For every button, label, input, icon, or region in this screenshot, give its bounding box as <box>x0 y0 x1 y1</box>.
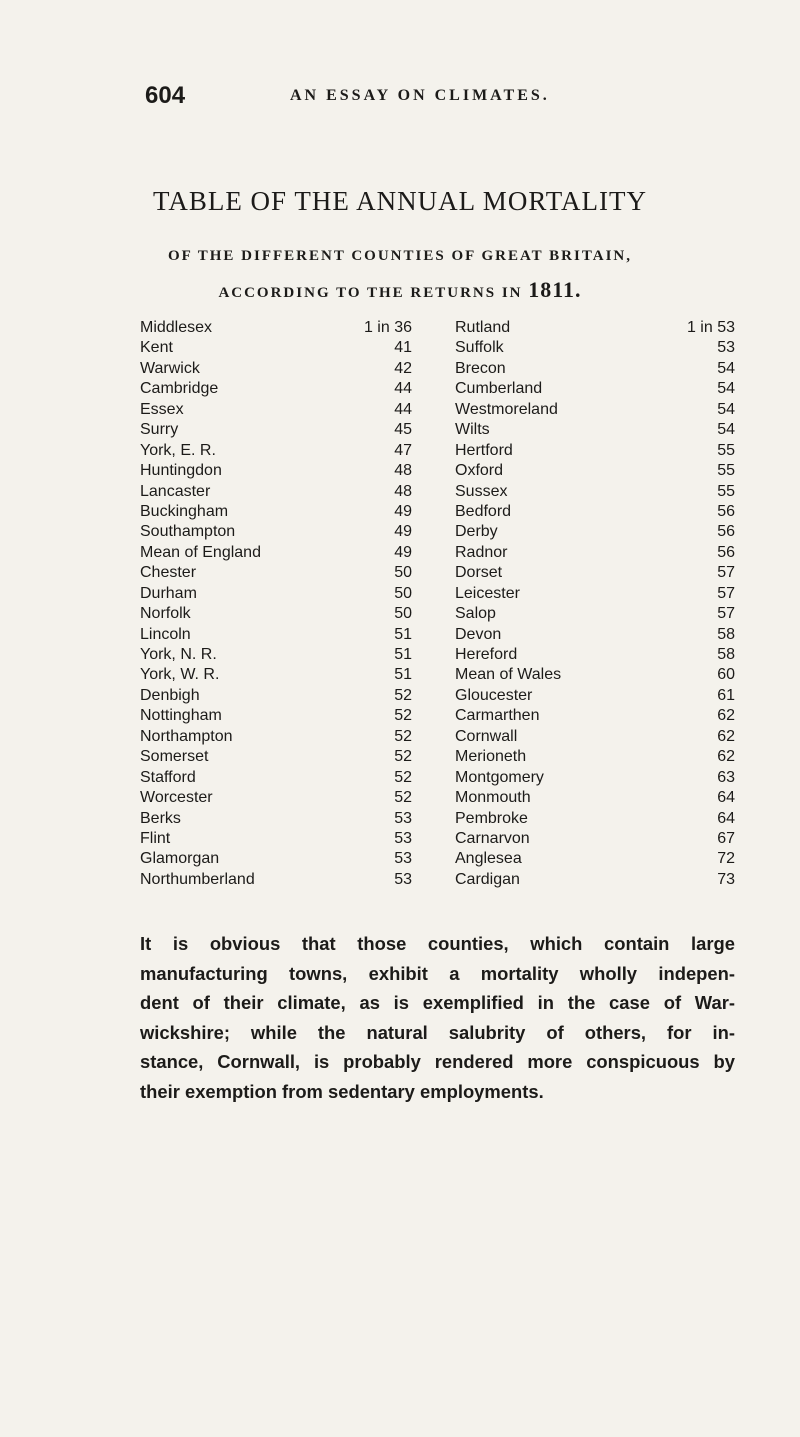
county-name-left: Southampton <box>140 523 236 541</box>
mortality-value-right: 61 <box>717 686 735 704</box>
county-name-right: Monmouth <box>455 789 531 807</box>
county-name-left: Northampton <box>140 727 233 745</box>
mortality-value-left: 49 <box>394 523 412 541</box>
paragraph-line: manufacturing towns, exhibit a mortality wholly indepen- <box>140 962 735 984</box>
mortality-value-right: 55 <box>717 482 735 500</box>
mortality-value-right: 54 <box>717 421 735 439</box>
mortality-value-left: 52 <box>394 686 412 704</box>
county-name-right: Salop <box>455 605 496 623</box>
mortality-value-right: 58 <box>717 625 735 643</box>
table-row <box>140 665 735 685</box>
table-subtitle-line-1: OF THE DIFFERENT COUNTIES OF GREAT BRITAIN, <box>168 248 632 264</box>
commentary-paragraph <box>140 929 735 1106</box>
county-name-left: Glamorgan <box>140 850 220 868</box>
table-row <box>140 870 735 890</box>
mortality-value-right: 63 <box>717 768 735 786</box>
mortality-value-right: 62 <box>717 707 735 725</box>
county-name-right: Radnor <box>455 543 508 561</box>
county-name-left: Norfolk <box>140 605 191 623</box>
mortality-value-left: 53 <box>394 809 412 827</box>
mortality-value-right: 1 in 53 <box>686 319 735 336</box>
county-name-right: Bedford <box>455 502 512 520</box>
county-name-right: Dorset <box>455 564 503 582</box>
county-name-left: Denbigh <box>140 686 200 704</box>
mortality-value-left: 51 <box>394 625 412 643</box>
table-row <box>140 482 735 502</box>
mortality-value-left: 52 <box>394 768 412 786</box>
county-name-right: Carnarvon <box>455 829 530 847</box>
county-name-left: Lincoln <box>140 625 191 643</box>
county-name-left: Warwick <box>140 359 200 377</box>
county-name-right: Sussex <box>455 482 508 500</box>
table-row <box>140 604 735 624</box>
mortality-value-right: 58 <box>717 646 735 663</box>
paragraph-line: dent of their climate, as is exemplified in the case of War- <box>140 992 735 1013</box>
running-title: AN ESSAY ON CLIMATES. <box>290 87 550 104</box>
table-row <box>140 338 735 358</box>
mortality-table <box>140 318 735 890</box>
table-subtitle-year: 1811. <box>528 277 582 302</box>
table-row <box>140 502 735 522</box>
county-name-left: Cambridge <box>140 380 219 398</box>
mortality-value-left: 49 <box>394 543 412 561</box>
table-subtitle-line-2 <box>0 277 800 303</box>
county-name-right: Gloucester <box>455 686 533 704</box>
mortality-value-left: 44 <box>394 400 412 418</box>
table-row <box>140 420 735 440</box>
table-row <box>140 441 735 461</box>
table-row <box>140 563 735 583</box>
mortality-value-right: 73 <box>717 870 735 888</box>
mortality-value-left: 52 <box>394 727 412 745</box>
county-name-left: Berks <box>140 809 181 827</box>
mortality-value-left: 50 <box>394 605 412 623</box>
mortality-value-left: 50 <box>394 584 412 602</box>
county-name-right: Carmarthen <box>455 707 540 725</box>
table-row <box>140 400 735 420</box>
table-row <box>140 522 735 542</box>
table-row <box>140 809 735 829</box>
mortality-value-left: 48 <box>394 462 412 480</box>
paragraph-line: wickshire; while the natural salubrity of others, for in- <box>140 1021 735 1043</box>
county-name-left: Northumberland <box>140 870 255 888</box>
county-name-left: Middlesex <box>140 319 213 336</box>
county-name-right: Hertford <box>455 441 513 459</box>
county-name-right: Cardigan <box>455 870 520 888</box>
county-name-left: York, E. R. <box>140 441 216 459</box>
mortality-value-right: 62 <box>717 748 735 766</box>
mortality-value-right: 60 <box>717 666 735 684</box>
table-row <box>140 829 735 849</box>
mortality-value-left: 52 <box>394 707 412 725</box>
table-row <box>140 788 735 808</box>
mortality-value-left: 52 <box>394 789 412 807</box>
mortality-value-left: 50 <box>394 564 412 582</box>
mortality-value-right: 57 <box>717 584 735 602</box>
table-row <box>140 318 735 338</box>
table-title: TABLE OF THE ANNUAL MORTALITY <box>152 186 648 216</box>
county-name-right: Wilts <box>455 421 490 439</box>
mortality-value-left: 49 <box>394 502 412 520</box>
mortality-value-right: 56 <box>717 543 735 561</box>
county-name-right: Rutland <box>455 319 511 336</box>
mortality-value-right: 54 <box>717 380 735 398</box>
mortality-value-left: 53 <box>394 870 412 888</box>
county-name-left: Worcester <box>140 789 213 807</box>
mortality-value-right: 64 <box>717 809 735 827</box>
county-name-left: Surry <box>140 421 179 439</box>
table-row <box>140 461 735 481</box>
mortality-value-left: 51 <box>394 646 412 663</box>
mortality-value-right: 57 <box>717 605 735 623</box>
table-row <box>140 727 735 747</box>
table-row <box>140 768 735 788</box>
paragraph-line: stance, Cornwall, is probably rendered more conspicuous by <box>140 1051 735 1072</box>
mortality-value-right: 54 <box>717 400 735 418</box>
mortality-value-left: 48 <box>394 482 412 500</box>
county-name-left: Flint <box>140 829 171 847</box>
county-name-left: Lancaster <box>140 482 211 500</box>
county-name-right: Anglesea <box>455 850 522 868</box>
mortality-value-right: 62 <box>717 727 735 745</box>
mortality-value-right: 54 <box>717 359 735 377</box>
table-row <box>140 379 735 399</box>
paragraph-line: their exemption from sedentary employments. <box>140 1080 544 1102</box>
mortality-value-right: 67 <box>717 829 735 847</box>
county-name-right: Cumberland <box>455 380 543 398</box>
county-name-right: Mean of Wales <box>455 666 562 684</box>
mortality-value-right: 72 <box>717 850 735 868</box>
county-name-right: Pembroke <box>455 809 528 827</box>
table-row <box>140 625 735 645</box>
table-row <box>140 645 735 665</box>
mortality-value-left: 47 <box>394 441 412 459</box>
mortality-value-left: 42 <box>394 359 412 377</box>
running-head <box>0 82 800 122</box>
county-name-left: Stafford <box>140 768 196 786</box>
mortality-value-right: 56 <box>717 502 735 520</box>
table-row <box>140 359 735 379</box>
mortality-value-left: 52 <box>394 748 412 766</box>
mortality-value-right: 53 <box>717 339 735 357</box>
county-name-right: Cornwall <box>455 727 518 745</box>
mortality-value-right: 64 <box>717 789 735 807</box>
county-name-left: Essex <box>140 400 184 418</box>
county-name-right: Oxford <box>455 462 504 480</box>
mortality-value-left: 44 <box>394 380 412 398</box>
county-name-left: Kent <box>140 339 173 357</box>
county-name-right: Leicester <box>455 584 520 602</box>
table-subtitle-text: ACCORDING TO THE RETURNS IN <box>218 285 523 301</box>
county-name-left: Nottingham <box>140 707 222 725</box>
county-name-right: Derby <box>455 523 498 541</box>
page-number: 604 <box>145 82 186 109</box>
county-name-left: Huntingdon <box>140 462 222 480</box>
county-name-left: York, N. R. <box>140 646 217 663</box>
mortality-value-left: 53 <box>394 850 412 868</box>
table-row <box>140 747 735 767</box>
table-row <box>140 849 735 869</box>
county-name-left: Somerset <box>140 748 209 766</box>
county-name-left: Mean of England <box>140 543 261 561</box>
county-name-left: Durham <box>140 584 197 602</box>
table-row <box>140 543 735 563</box>
mortality-value-right: 55 <box>717 441 735 459</box>
county-name-left: Chester <box>140 564 197 582</box>
mortality-value-left: 41 <box>394 339 412 357</box>
mortality-value-left: 51 <box>394 666 412 684</box>
county-name-right: Brecon <box>455 359 506 377</box>
table-row <box>140 686 735 706</box>
county-name-right: Hereford <box>455 646 518 663</box>
county-name-left: York, W. R. <box>140 666 220 684</box>
county-name-right: Devon <box>455 625 502 643</box>
mortality-value-right: 57 <box>717 564 735 582</box>
mortality-value-right: 55 <box>717 462 735 480</box>
county-name-right: Westmoreland <box>455 400 558 418</box>
county-name-right: Merioneth <box>455 748 527 766</box>
mortality-value-left: 1 in 36 <box>363 319 412 336</box>
table-row <box>140 584 735 604</box>
county-name-right: Montgomery <box>455 768 544 786</box>
mortality-value-right: 56 <box>717 523 735 541</box>
county-name-left: Buckingham <box>140 502 229 520</box>
table-row <box>140 706 735 726</box>
paragraph-line: It is obvious that those counties, which contain large <box>140 933 735 954</box>
mortality-value-left: 53 <box>394 829 412 847</box>
mortality-value-left: 45 <box>394 421 412 439</box>
county-name-right: Suffolk <box>455 339 504 357</box>
